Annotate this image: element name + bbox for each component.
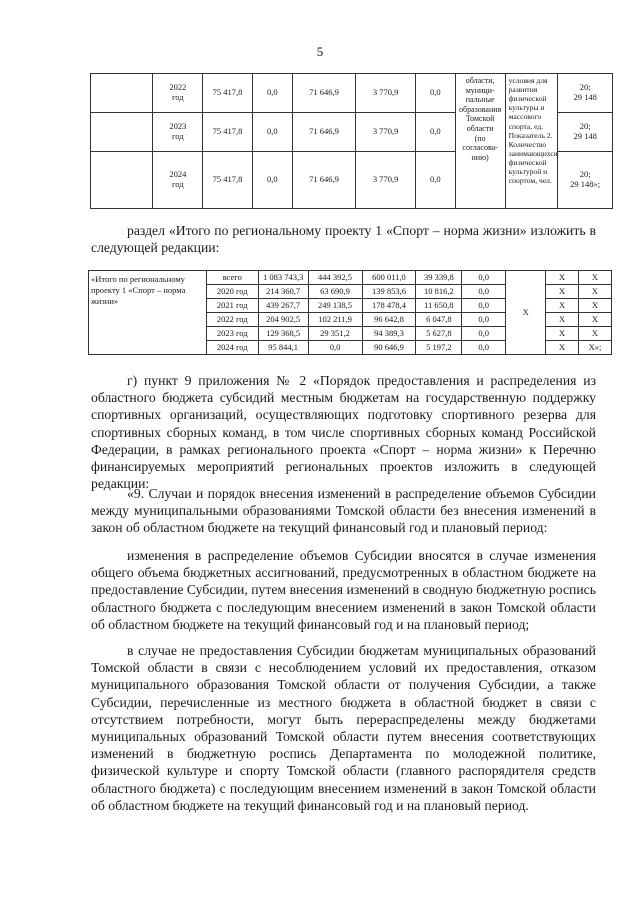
- other-cell: 0,0: [462, 341, 506, 355]
- x-cell: X: [546, 271, 579, 285]
- table-row: [89, 271, 612, 285]
- regional-cell: 94 389,3: [362, 327, 416, 341]
- total-cell: 75 417,8: [203, 113, 253, 152]
- local-cell: 3 770,9: [356, 113, 416, 152]
- year-cell: 2023 год: [206, 327, 258, 341]
- other-cell: 0,0: [462, 299, 506, 313]
- paragraph-case: в случае не предоставления Субсидии бюджетам муниципальных образований Томской области в связи с несоблюдением условий их предоставления, отказом муниципального образования Томской области от получения Субсидии, а также Субсидии, перечисленные из местного бюджета в областной бюджет в связи с отсутствием потребности, могут быть перераспределены между бюджетами муниципальных образований Томской области путем внесения соответствующих изменений в бюджетную роспись Департамента по молодежной политике, физической культуре и спорту Томской области (главного распорядителя средств областного бюджета) с последующим внесением изменений в закон Томской области об областном бюджете на текущий финансовый год и на плановый период.: [91, 643, 596, 813]
- x-merged-cell: X: [506, 271, 546, 355]
- x-cell: X: [578, 327, 611, 341]
- total-cell: 95 844,1: [258, 341, 308, 355]
- year-cell: 2024 год: [206, 341, 258, 355]
- federal-cell: 0,0: [252, 152, 292, 209]
- regional-cell: 71 646,9: [292, 74, 356, 113]
- year-cell: 2024 год: [153, 152, 203, 209]
- other-cell: 0,0: [415, 113, 455, 152]
- local-cell: 10 816,2: [416, 285, 462, 299]
- total-cell: 75 417,8: [203, 74, 253, 113]
- regional-cell: 71 646,9: [292, 113, 356, 152]
- year-cell: 2023 год: [153, 113, 203, 152]
- federal-cell: 0,0: [252, 74, 292, 113]
- paragraph-changes: изменения в распределение объемов Субсидии вносятся в случае изменения общего объема бюджетных ассигнований, предусмотренных в областном бюджете на предоставление Субсидии, путем внесения изменений в сводную бюджетную роспись областного бюджета с последующим внесением изменений в закон Томской области об областном бюджете на текущий финансовый год и на плановый период;: [91, 548, 596, 632]
- local-cell: 11 650,8: [416, 299, 462, 313]
- regional-cell: 139 853,6: [362, 285, 416, 299]
- regional-project-total-table: [88, 270, 612, 355]
- total-cell: 129 368,5: [258, 327, 308, 341]
- federal-cell: 63 690,9: [308, 285, 362, 299]
- total-cell: 214 360,7: [258, 285, 308, 299]
- intro-paragraph: раздел «Итого по региональному проекту 1 «Спорт – норма жизни» изложить в следующей редакции:: [91, 223, 596, 256]
- total-cell: 1 083 743,3: [258, 271, 308, 285]
- x-cell: X: [546, 341, 579, 355]
- year-cell: 2022 год: [153, 74, 203, 113]
- other-cell: 0,0: [462, 327, 506, 341]
- year-cell: всего: [206, 271, 258, 285]
- other-cell: 0,0: [415, 152, 455, 209]
- paragraph-9: «9. Случаи и порядок внесения изменений в распределение объемов Субсидии между муниципальными образованиями Томской области без внесения изменений в закон об областном бюджете на текущий финансовый год и плановый период:: [91, 486, 596, 536]
- x-cell: X: [578, 299, 611, 313]
- total-cell: 204 902,5: [258, 313, 308, 327]
- indicator-value-cell: 20; 29 148: [558, 113, 613, 152]
- federal-cell: 249 138,5: [308, 299, 362, 313]
- federal-cell: 444 392,5: [308, 271, 362, 285]
- total-cell: 439 267,7: [258, 299, 308, 313]
- indicator-value-cell: 20; 29 148»;: [558, 152, 613, 209]
- federal-cell: 29 351,2: [308, 327, 362, 341]
- x-cell: X: [578, 271, 611, 285]
- total-cell: 75 417,8: [203, 152, 253, 209]
- other-cell: 0,0: [462, 285, 506, 299]
- paragraph-g: г) пункт 9 приложения № 2 «Порядок предоставления и распределения из областного бюджета субсидий местным бюджетам на государственную поддержку спортивных организаций, осуществляющих подготовку спортивного резерва для спортивных сборных команд, в том числе спортивных сборных команд Российской Федерации, в рамках регионального проекта «Спорт – норма жизни» к Перечню финансируемых мероприятий региональных проектов изложить в следующей редакции:: [91, 373, 596, 492]
- x-cell: X: [578, 313, 611, 327]
- local-cell: 3 770,9: [356, 152, 416, 209]
- regional-cell: 178 478,4: [362, 299, 416, 313]
- regional-cell: 90 646,9: [362, 341, 416, 355]
- other-cell: 0,0: [462, 313, 506, 327]
- x-cell: X: [578, 285, 611, 299]
- year-cell: 2021 год: [206, 299, 258, 313]
- regional-cell: 71 646,9: [292, 152, 356, 209]
- x-cell: X: [546, 327, 579, 341]
- total-label-cell: «Итого по региональному проекту 1 «Спорт – норма жизни»: [89, 271, 207, 355]
- federal-cell: 102 211,9: [308, 313, 362, 327]
- empty-cell: [91, 74, 153, 113]
- budget-table-continuation: [90, 73, 613, 209]
- page-number: 5: [316, 44, 324, 59]
- indicator-cell: условия для развития физической культуры и массового спорта, ед. Показатель 2. Количество занимающихся физической культурой и спортом, чел.: [505, 74, 558, 209]
- regional-cell: 600 011,0: [362, 271, 416, 285]
- federal-cell: 0,0: [308, 341, 362, 355]
- executor-cell: области, муници- пальные образования Томской области (по согласова- нию): [455, 74, 505, 209]
- local-cell: 3 770,9: [356, 74, 416, 113]
- year-cell: 2020 год: [206, 285, 258, 299]
- local-cell: 5 627,8: [416, 327, 462, 341]
- x-cell: X: [546, 299, 579, 313]
- local-cell: 6 047,8: [416, 313, 462, 327]
- x-cell: X: [546, 313, 579, 327]
- local-cell: 39 339,8: [416, 271, 462, 285]
- table-row: [91, 74, 613, 113]
- other-cell: 0,0: [415, 74, 455, 113]
- empty-cell: [91, 152, 153, 209]
- x-cell: X»;: [578, 341, 611, 355]
- empty-cell: [91, 113, 153, 152]
- indicator-value-cell: 20; 29 148: [558, 74, 613, 113]
- x-cell: X: [546, 285, 579, 299]
- local-cell: 5 197,2: [416, 341, 462, 355]
- other-cell: 0,0: [462, 271, 506, 285]
- regional-cell: 96 642,8: [362, 313, 416, 327]
- year-cell: 2022 год: [206, 313, 258, 327]
- federal-cell: 0,0: [252, 113, 292, 152]
